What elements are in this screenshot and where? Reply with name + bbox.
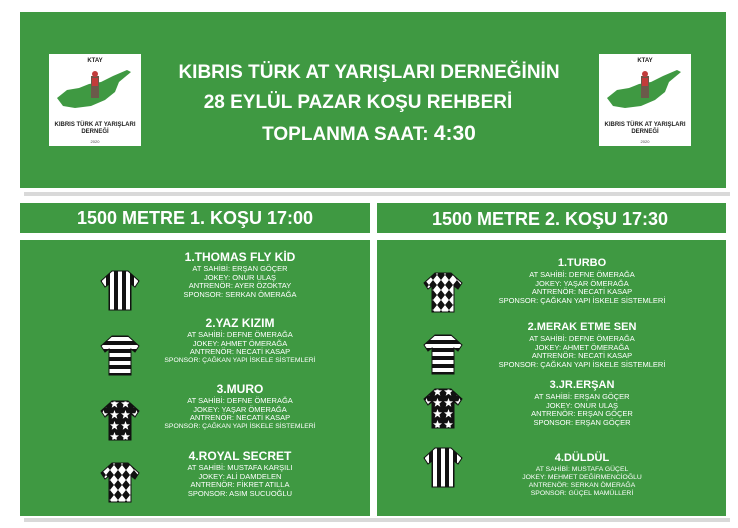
sponsor: SPONSOR: ÇAĞKAN YAPI İSKELE SİSTEMLERİ	[498, 359, 666, 369]
sponsor: SPONSOR: SERKAN ÖMERAĞA	[183, 289, 297, 299]
sponsor: SPONSOR: ASIM SUCUOĞLU	[187, 488, 293, 498]
jersey-stars-icon	[421, 386, 465, 430]
sponsor: SPONSOR: ÇAĞKAN YAPI İSKELE SİSTEMLERİ	[498, 295, 666, 305]
jockey: JOKEY: YAŞAR ÖMERAĞA	[193, 404, 287, 414]
owner: AT SAHİBİ: MUSTAFA GÜÇEL	[535, 466, 629, 473]
horse-name: 3.JR.ERŞAN	[549, 379, 615, 391]
race1-horse-1	[140, 250, 340, 299]
header-banner	[20, 12, 726, 188]
header-title: KIBRIS TÜRK AT YARIŞLARI DERNEĞİNİN	[178, 62, 560, 83]
race1-horse-3	[140, 382, 340, 431]
gathering-time-value: 4:30	[433, 122, 476, 145]
horse-name: 3.MURO	[216, 382, 264, 396]
sponsor: SPONSOR: ÇAĞKAN YAPI İSKELE SİSTEMLERİ	[164, 356, 316, 364]
trainer: ANTRENÖR: NECATİ KASAP	[531, 351, 633, 361]
horse-name: 4.ROYAL SECRET	[188, 449, 292, 463]
trainer: ANTRENÖR: SERKAN ÖMERAĞA	[528, 482, 636, 489]
logo-abbr: KTAY	[637, 58, 653, 64]
race2-horse-2	[472, 320, 692, 369]
jockey: JOKEY: ONUR ULAŞ	[203, 272, 277, 282]
sponsor: SPONSOR: GÜÇEL MAMÜLLERİ	[530, 490, 634, 497]
trainer: ANTRENÖR: ERŞAN GÖÇER	[531, 409, 633, 419]
race1-title-bar	[20, 203, 370, 233]
race2-horse-3	[472, 378, 692, 427]
jersey-diamonds-icon	[98, 460, 142, 504]
horse-name: 1.THOMAS FLY KİD	[184, 250, 296, 264]
jersey-hstripes-icon	[98, 333, 142, 377]
jersey-stars-icon	[98, 398, 142, 442]
race1-horse-2	[140, 316, 340, 365]
jockey: JOKEY: ONUR ULAŞ	[545, 400, 619, 410]
logo-year: 2020	[90, 139, 100, 144]
race1-panel	[20, 240, 370, 516]
gathering-time	[12, 122, 726, 146]
horse-name: 4.DÜLDÜL	[554, 452, 610, 464]
trainer: ANTRENÖR: NECATİ KASAP	[531, 287, 633, 297]
jockey: JOKEY: MEHMET DEĞİRMENCİOĞLU	[522, 474, 642, 481]
race1-title: 1500 METRE 1. KOŞU 17:00	[76, 208, 314, 228]
logo-name-line2: DERNEĞİ	[81, 129, 109, 135]
jockey: JOKEY: AHMET ÖMERAĞA	[192, 338, 288, 348]
jockey: JOKEY: ALİ DAMDELEN	[198, 471, 282, 481]
gathering-time-label: TOPLANMA SAAT:	[262, 124, 429, 145]
jockey: JOKEY: AHMET ÖMERAĞA	[534, 342, 630, 352]
owner: AT SAHİBİ: DEFNE ÖMERAĞA	[187, 396, 293, 405]
header-subtitle: 28 EYLÜL PAZAR KOŞU REHBERİ	[203, 92, 513, 113]
race2-title-bar	[377, 203, 726, 233]
jockey: JOKEY: YAŞAR ÖMERAĞA	[535, 278, 629, 288]
race2-horse-4	[472, 451, 692, 498]
race2-title: 1500 METRE 2. KOŞU 17:30	[431, 209, 669, 229]
sponsor: SPONSOR: ERŞAN GÖÇER	[533, 417, 631, 427]
owner: AT SAHİBİ: DEFNE ÖMERAĞA	[529, 270, 635, 279]
jersey-hstripes-icon	[421, 332, 465, 376]
sponsor: SPONSOR: ÇAĞKAN YAPI İSKELE SİSTEMLERİ	[164, 422, 316, 430]
logo-name-line1: KIBRIS TÜRK AT YARIŞLARI	[604, 122, 686, 128]
logo-abbr: KTAY	[87, 58, 103, 64]
trainer: ANTRENÖR: NECATİ KASAP	[189, 413, 291, 423]
trainer: ANTRENÖR: FİKRET ATILLA	[190, 480, 290, 490]
owner: AT SAHİBİ: MUSTAFA KARŞILI	[187, 463, 293, 472]
logo-name-line1: KIBRIS TÜRK AT YARIŞLARI	[54, 122, 136, 128]
trainer: ANTRENÖR: NECATİ KASAP	[189, 347, 291, 357]
logo-year: 2020	[640, 139, 650, 144]
horse-name: 2.MERAK ETME SEN	[527, 321, 637, 333]
jersey-vstripes-icon	[98, 268, 142, 312]
horse-name: 2.YAZ KIZIM	[205, 316, 275, 330]
owner: AT SAHİBİ: DEFNE ÖMERAĞA	[187, 330, 293, 339]
jersey-diamonds-icon	[421, 270, 465, 314]
jersey-vstripes-icon	[421, 445, 465, 489]
horse-name: 1.TURBO	[557, 257, 607, 269]
owner: AT SAHİBİ: DEFNE ÖMERAĞA	[529, 334, 635, 343]
race2-horse-1	[472, 256, 692, 305]
trainer: ANTRENÖR: AYER ÖZOKTAY	[188, 281, 292, 291]
logo-name-line2: DERNEĞİ	[631, 129, 659, 135]
owner: AT SAHİBİ: ERŞAN GÖÇER	[192, 264, 288, 273]
owner: AT SAHİBİ: ERŞAN GÖÇER	[534, 392, 630, 401]
race2-panel	[377, 240, 726, 516]
race1-horse-4	[140, 449, 340, 498]
